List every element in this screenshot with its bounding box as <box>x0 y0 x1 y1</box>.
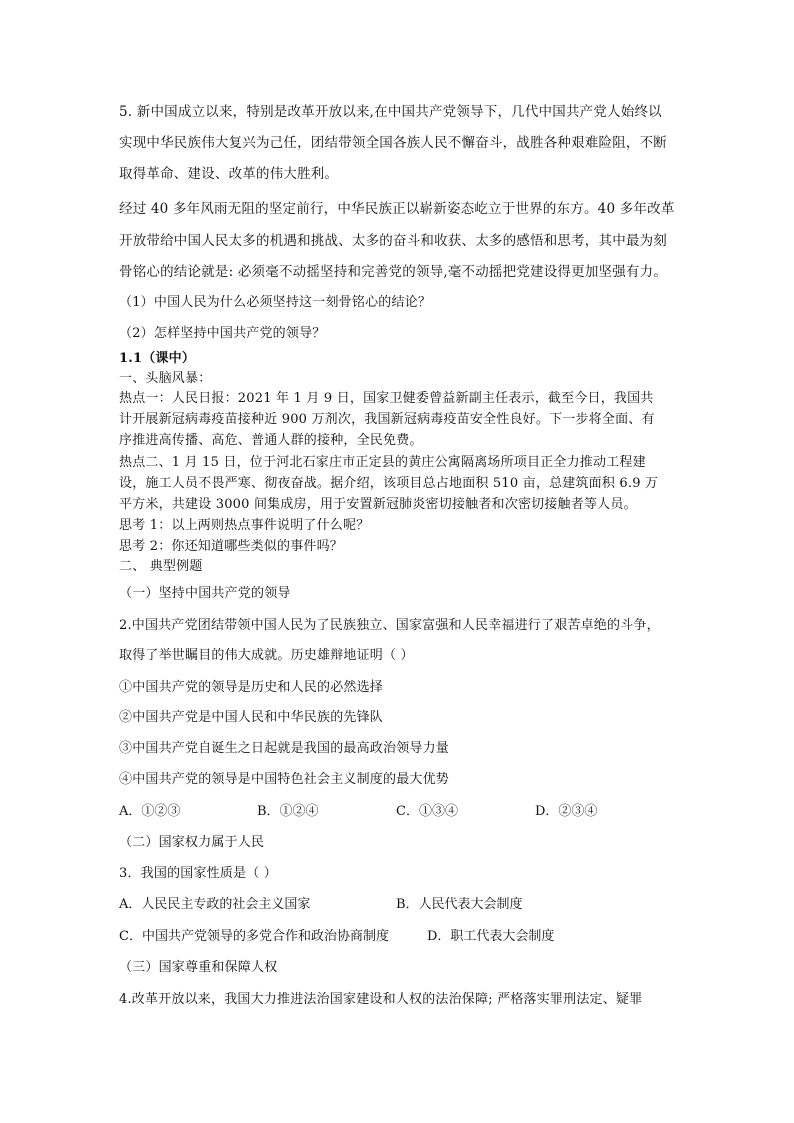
q5-subquestion-1: （1）中国人民为什么必须坚持这一刻骨铭心的结论？ <box>119 295 432 310</box>
q5-line-2: 实现中华民族伟大复兴为己任，团结带领全国各族人民不懈奋斗，战胜各种艰难险阻，不断 <box>119 135 667 151</box>
q3-option-b: B．人民代表大会制度 <box>396 897 523 912</box>
q2-line-1: 2.中国共产党团结带领中国人民为了民族独立、国家富强和人民幸福进行了艰苦卓绝的斗争， <box>119 618 660 633</box>
q5-line-1: 5. 新中国成立以来，特别是改革开放以来,在中国共产党领导下，几代中国共产党人始终以 <box>119 104 662 120</box>
q5-line-4: 经过 40 多年风雨无阻的坚定前行，中华民族正以崭新姿态屹立于世界的东方。40 多年改革 <box>119 201 675 217</box>
part-3-heading: （三）国家尊重和保障人权 <box>119 960 278 975</box>
brainstorm-line-3: 序推进高传播、高危、普通人群的接种，全民免费。 <box>119 433 423 448</box>
q2-option-d: D．②③④ <box>535 804 598 819</box>
brainstorm-think-1: 思考 1：以上两则热点事件说明了什么呢？ <box>119 518 370 533</box>
brainstorm-line-6: 平方米，共建设 3000 间集成房，用于安置新冠肺炎密切接触者和次密切接触者等人员。 <box>119 497 637 512</box>
brainstorm-heading: 一、头脑风暴： <box>119 371 212 386</box>
q5-line-5: 开放带给中国人民太多的机遇和挑战、太多的奋斗和收获、太多的感悟和思考，其中最为刻 <box>119 233 667 249</box>
q3-option-a: A．人民民主专政的社会主义国家 <box>119 897 311 912</box>
q2-statement-3: ③中国共产党自诞生之日起就是我国的最高政治领导力量 <box>119 741 450 756</box>
q3-option-c: C．中国共产党领导的多党合作和政治协商制度 <box>119 929 389 944</box>
q2-line-2: 取得了举世瞩目的伟大成就。历史雄辩地证明（ ） <box>119 648 414 663</box>
q2-statement-4: ④中国共产党的领导是中国特色社会主义制度的最大优势 <box>119 772 450 787</box>
examples-heading: 二、 典型例题 <box>119 559 203 574</box>
brainstorm-line-5: 设，施工人员不畏严寒、彻夜奋战。据介绍，该项目总占地面积 510 亩，总建筑面积 6.9 万 <box>119 476 659 491</box>
q2-option-b: B．①②④ <box>257 804 319 819</box>
part-2-heading: （二）国家权力属于人民 <box>119 835 265 850</box>
q2-option-c: C．①③④ <box>396 804 458 819</box>
section-heading: 1.1（课中） <box>119 351 196 366</box>
brainstorm-line-1: 热点一：人民日报：2021 年 1 月 9 日，国家卫健委曾益新副主任表示，截至今日，我国共 <box>119 391 654 406</box>
q4-line-1: 4.改革开放以来，我国大力推进法治国家建设和人权的法治保障; 严格落实罪刑法定、疑罪 <box>119 992 643 1007</box>
q5-line-6: 骨铭心的结论就是: 必须毫不动摇坚持和完善党的领导,毫不动摇把党建设得更加坚强有力。 <box>119 264 668 280</box>
q2-statement-1: ①中国共产党的领导是历史和人民的必然选择 <box>119 680 384 695</box>
brainstorm-line-2: 计开展新冠病毒疫苗接种近 900 万剂次，我国新冠病毒疫苗安全性良好。下一步将全面、有 <box>119 412 655 427</box>
q3-option-d: D．职工代表大会制度 <box>427 929 555 944</box>
q5-line-3: 取得革命、建设、改革的伟大胜利。 <box>119 166 339 182</box>
q3-stem: 3．我国的国家性质是（ ） <box>119 866 278 881</box>
brainstorm-think-2: 思考 2：你还知道哪些类似的事件吗？ <box>119 539 344 554</box>
q2-statement-2: ②中国共产党是中国人民和中华民族的先锋队 <box>119 710 384 725</box>
brainstorm-line-4: 热点二、1 月 15 日，位于河北石家庄市正定县的黄庄公寓隔离场所项目正全力推动工程建 <box>119 455 646 470</box>
q2-option-a: A．①②③ <box>119 804 181 819</box>
part-1-heading: （一）坚持中国共产党的领导 <box>119 586 291 601</box>
q5-subquestion-2: （2）怎样坚持中国共产党的领导？ <box>119 326 326 341</box>
